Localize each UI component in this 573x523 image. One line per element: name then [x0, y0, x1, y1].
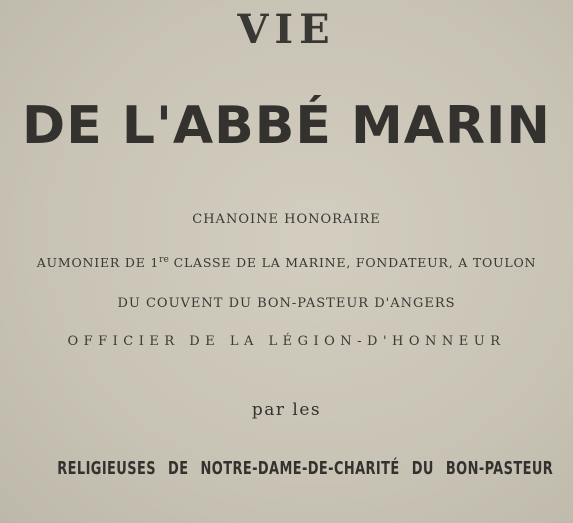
subtitle-line-2-start: AUMONIER DE 1: [36, 255, 160, 270]
superscript-ordinal: re: [159, 255, 169, 265]
subtitle-line-4: OFFICIER DE LA LÉGION-D'HONNEUR: [67, 334, 506, 349]
subtitle-line-1: CHANOINE HONORAIRE: [192, 212, 381, 227]
by-line: par les: [251, 400, 322, 420]
authors-line: RELIGIEUSES DE NOTRE-DAME-DE-CHARITÉ DU BON-PASTEUR: [57, 458, 554, 479]
heading-vie: VIE: [237, 6, 336, 53]
subtitle-line-3: DU COUVENT DU BON-PASTEUR D'ANGERS: [117, 296, 456, 311]
subtitle-line-2-end: CLASSE DE LA MARINE, FONDATEUR, A TOULON: [168, 255, 537, 270]
subtitle-line-2: [0, 255, 573, 270]
heading-main-title: DE L'ABBÉ MARIN: [22, 96, 551, 156]
